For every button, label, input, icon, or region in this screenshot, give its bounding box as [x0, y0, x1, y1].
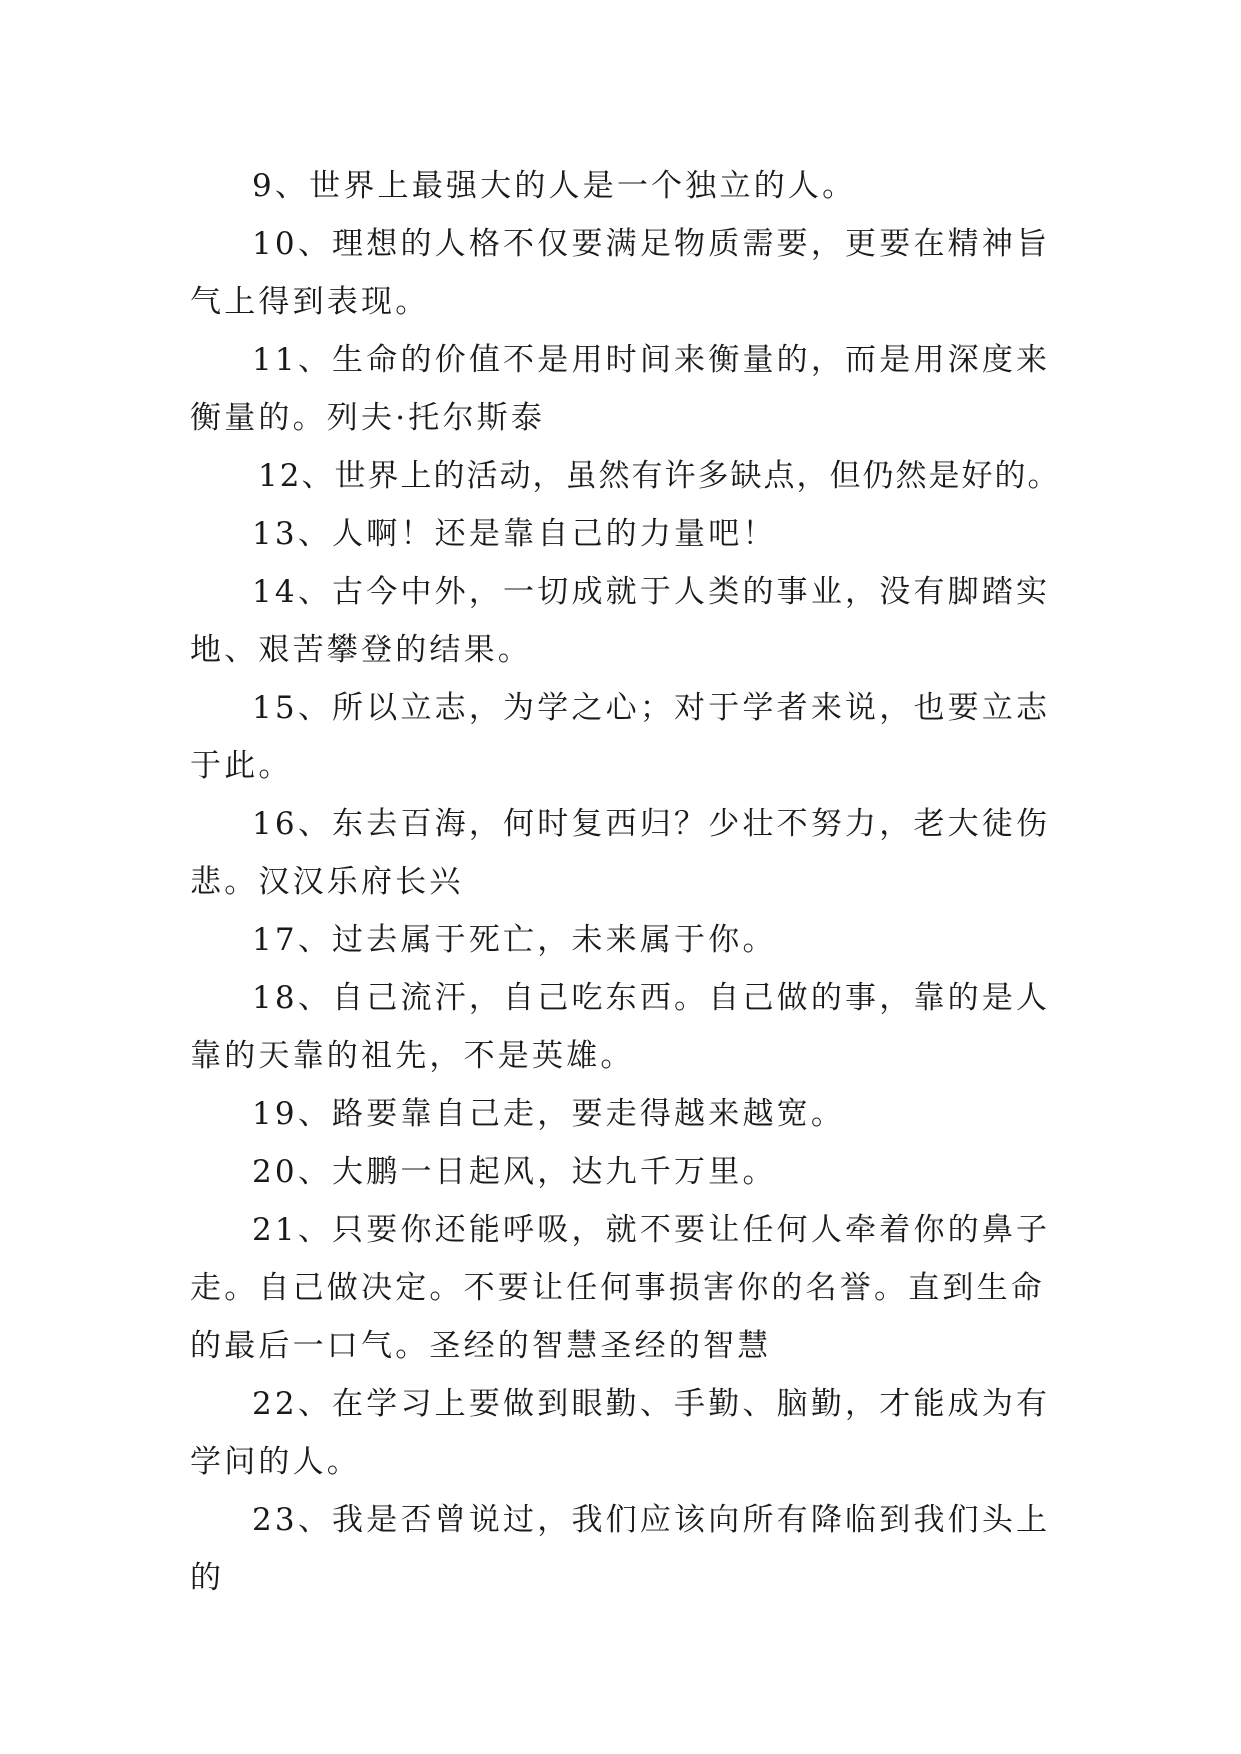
paragraph-15: 15、所以立志，为学之心；对于学者来说，也要立志于此。 — [190, 690, 1051, 784]
paragraph-14: 14、古今中外，一切成就于人类的事业，没有脚踏实地、艰苦攀登的结果。 — [190, 574, 1051, 668]
paragraph-10: 10、理想的人格不仅要满足物质需要，更要在精神旨气上得到表现。 — [190, 226, 1051, 320]
paragraph-16: 16、东去百海，何时复西归？少壮不努力，老大徒伤悲。汉汉乐府长兴 — [190, 806, 1051, 900]
paragraph-11: 11、生命的价值不是用时间来衡量的，而是用深度来衡量的。列夫·托尔斯泰 — [190, 342, 1051, 436]
paragraph-17: 17、过去属于死亡，未来属于你。 — [252, 922, 777, 958]
document-body — [190, 157, 1070, 1607]
paragraph-19: 19、路要靠自己走，要走得越来越宽。 — [252, 1096, 846, 1132]
paragraph-22: 22、在学习上要做到眼勤、手勤、脑勤，才能成为有学问的人。 — [190, 1386, 1051, 1480]
paragraph-18: 18、自己流汗，自己吃东西。自己做的事，靠的是人靠的天靠的祖先，不是英雄。 — [190, 980, 1051, 1074]
paragraph-12: 12、世界上的活动，虽然有许多缺点，但仍然是好的。 — [258, 458, 1061, 494]
paragraph-13: 13、人啊！还是靠自己的力量吧！ — [252, 516, 777, 552]
paragraph-9: 9、世界上最强大的人是一个独立的人。 — [252, 168, 857, 204]
paragraph-20: 20、大鹏一日起风，达九千万里。 — [252, 1154, 777, 1190]
paragraph-21: 21、只要你还能呼吸，就不要让任何人牵着你的鼻子走。自己做决定。不要让任何事损害你的名誉。直到生命的最后一口气。圣经的智慧圣经的智慧 — [190, 1212, 1051, 1364]
paragraph-23: 23、我是否曾说过，我们应该向所有降临到我们头上的 — [190, 1502, 1051, 1596]
